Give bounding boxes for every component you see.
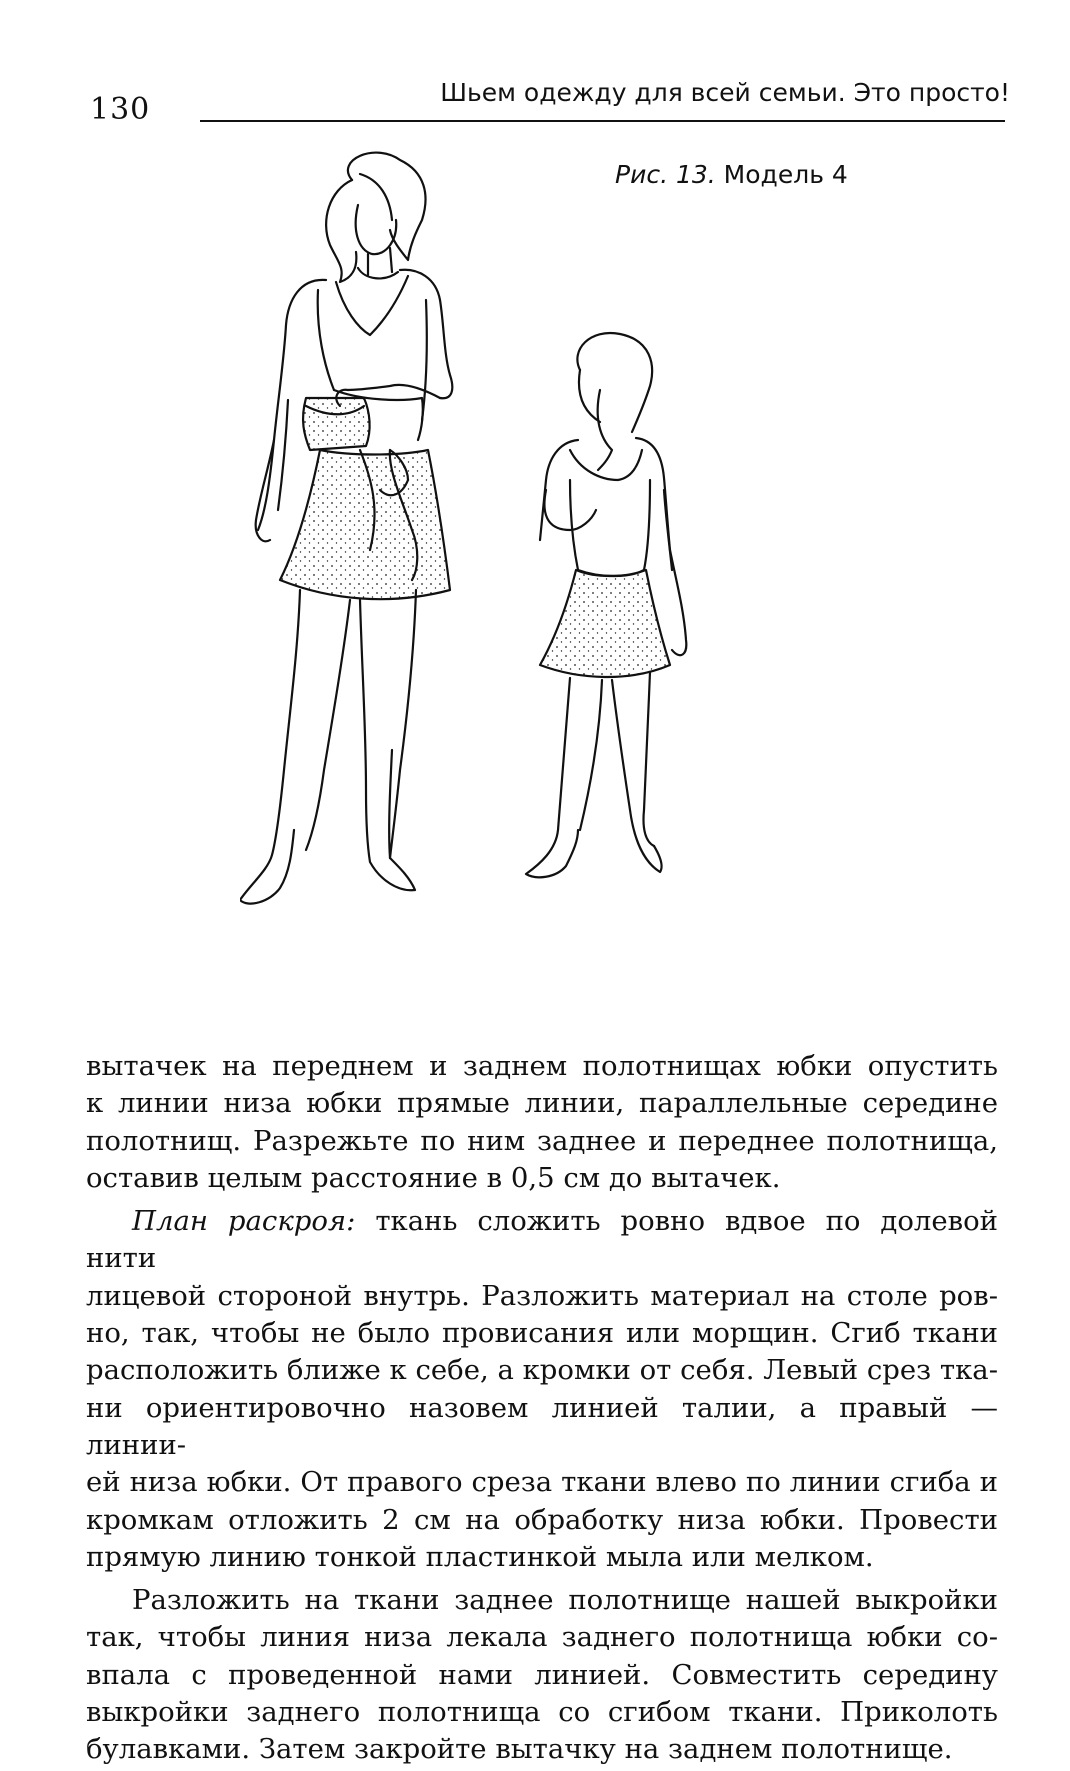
text-line: полотнищ. Разрежьте по ним заднее и переднее полотнища, xyxy=(86,1124,998,1157)
page-number: 130 xyxy=(90,92,151,127)
text-line: лицевой стороной внутрь. Разложить материал на столе ров- xyxy=(86,1279,998,1312)
running-title: Шьем одежду для всей семьи. Это просто! xyxy=(440,78,1010,107)
text-line: к линии низа юбки прямые линии, параллельные середине xyxy=(86,1087,998,1120)
text-line: расположить ближе к себе, а кромки от себя. Левый срез тка- xyxy=(86,1354,998,1387)
lead-term: План раскроя: xyxy=(132,1205,356,1238)
text-line: оставив целым расстояние в 0,5 см до вытачек. xyxy=(86,1161,781,1194)
figure-caption-label: Рис. 13. xyxy=(615,160,716,189)
text-line: прямую линию тонкой пластинкой мыла или мелком. xyxy=(86,1540,874,1573)
girl-figure xyxy=(526,333,686,877)
figure-caption-text: Модель 4 xyxy=(715,160,848,189)
text-fragment: ткань сложить ровно вдвое по долевой нити xyxy=(86,1205,999,1275)
text-line: вытачек на переднем и заднем полотнищах юбки опустить xyxy=(86,1050,998,1082)
text-line: булавками. Затем закройте вытачку на заднем полотнище. xyxy=(86,1733,953,1766)
text-line: впала с проведенной нами линией. Совместить середину xyxy=(86,1658,998,1691)
body-text xyxy=(86,1048,998,1769)
text-line: кромкам отложить 2 см на обработку низа юбки. Провести xyxy=(86,1503,998,1536)
woman-figure xyxy=(240,153,452,904)
text-line: так, чтобы линия низа лекала заднего полотнища юбки со- xyxy=(86,1621,998,1654)
text-line: ни ориентировочно назовем линией талии, а правый — линии- xyxy=(86,1391,998,1461)
fashion-illustration xyxy=(240,150,800,1020)
text-line xyxy=(86,1203,998,1278)
text-line: но, так, чтобы не было провисания или морщин. Сгиб ткани xyxy=(86,1317,998,1350)
text-line: Разложить на ткани заднее полотнище нашей выкройки xyxy=(132,1584,998,1617)
text-line: ей низа юбки. От правого среза ткани влево по линии сгиба и xyxy=(86,1466,998,1499)
text-line: выкройки заднего полотнища со сгибом ткани. Приколоть xyxy=(86,1696,998,1729)
header-rule xyxy=(200,120,1005,122)
